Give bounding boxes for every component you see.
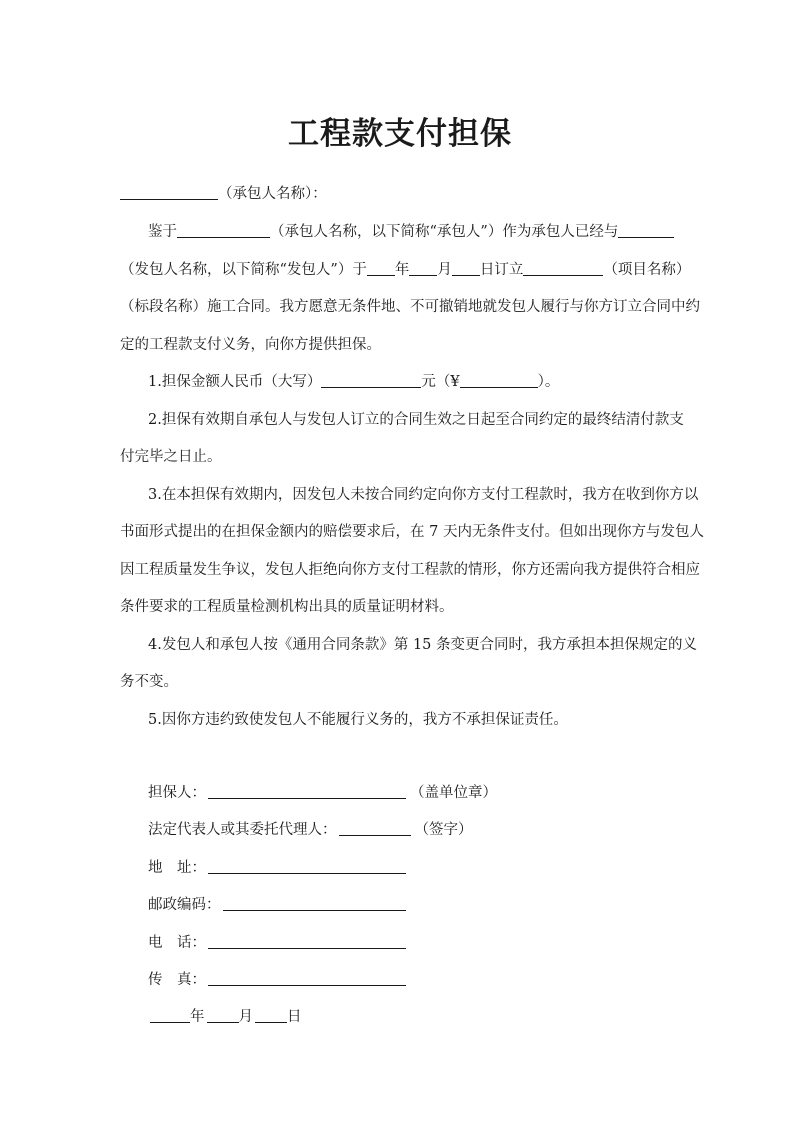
item-4-line-1: 4.发包人和承包人按《通用合同条款》第 15 条变更合同时，我方承担本担保规定的义 xyxy=(148,637,698,653)
date-day-field[interactable] xyxy=(255,1007,287,1023)
amount-words-blank xyxy=(321,372,421,388)
project-blank xyxy=(523,260,603,276)
salutation-line xyxy=(120,183,327,205)
item-4-line-2: 务不变。 xyxy=(120,674,178,690)
signature-note: （签字） xyxy=(414,822,473,838)
intro-line-2 xyxy=(120,259,690,281)
phone-label: 电 话： xyxy=(148,935,206,951)
intro-line-1 xyxy=(148,221,674,243)
postcode-label: 邮政编码： xyxy=(148,897,221,913)
amount-figure-blank xyxy=(460,372,538,388)
item-3-line-3: 因工程质量发生争议，发包人拒绝向你方支付工程款的情形，你方还需向我方提供符合相应 xyxy=(120,562,700,578)
representative-line xyxy=(148,819,473,841)
year-blank xyxy=(367,260,395,276)
intro-text: 月 xyxy=(437,262,452,278)
item-2-line-2: 付完毕之日止。 xyxy=(120,449,222,465)
fax-label: 传 真： xyxy=(148,972,206,988)
fax-line xyxy=(148,969,406,991)
month-label: 月 xyxy=(238,1009,253,1025)
representative-label: 法定代表人或其委托代理人： xyxy=(148,822,337,838)
intro-text: 年 xyxy=(394,262,410,278)
postcode-field[interactable] xyxy=(223,895,406,911)
postcode-line xyxy=(148,894,406,916)
item-text: 1.担保金额人民币（大写） xyxy=(148,374,322,390)
item-text: ）。 xyxy=(537,374,560,390)
address-line xyxy=(148,857,406,879)
date-month-field[interactable] xyxy=(207,1007,239,1023)
intro-text: （发包人名称，以下简称“发包人”）于 xyxy=(120,262,367,278)
fax-field[interactable] xyxy=(208,970,406,986)
intro-line-3: （标段名称）施工合同。我方愿意无条件地、不可撤销地就发包人履行与你方订立合同中约 xyxy=(120,299,700,315)
guarantor-label: 担保人： xyxy=(148,785,206,801)
item-1 xyxy=(148,371,559,393)
intro-text: （项目名称） xyxy=(603,262,691,278)
item-3-line-2: 书面形式提出的在担保金额内的赔偿要求后，在 7 天内无条件支付。但如出现你方与发包人 xyxy=(120,524,704,540)
item-2-line-1: 2.担保有效期自承包人与发包人订立的合同生效之日起至合同约定的最终结清付款支 xyxy=(148,412,684,428)
item-text: 元（¥ xyxy=(421,374,460,390)
item-3-line-4: 条件要求的工程质量检测机构出具的质量证明材料。 xyxy=(120,599,454,615)
year-label: 年 xyxy=(190,1009,205,1025)
salutation-text: （承包人名称）： xyxy=(218,186,327,202)
intro-text: （承包人名称，以下简称“承包人”）作为承包人已经与 xyxy=(270,224,619,240)
date-line xyxy=(148,1006,302,1028)
intro-line-4: 定的工程款支付义务，向你方提供担保。 xyxy=(120,337,381,353)
contractor-blank xyxy=(177,222,270,238)
month-blank xyxy=(409,260,437,276)
address-label: 地 址： xyxy=(148,860,206,876)
employer-blank xyxy=(618,222,674,238)
phone-field[interactable] xyxy=(208,933,406,949)
item-5: 5.因你方违约致使发包人不能履行义务的，我方不承担保证责任。 xyxy=(148,712,568,728)
address-field[interactable] xyxy=(208,858,406,874)
contractor-name-blank xyxy=(120,184,218,200)
day-label: 日 xyxy=(287,1009,302,1025)
intro-text: 日订立 xyxy=(479,262,524,278)
date-year-field[interactable] xyxy=(150,1007,190,1023)
seal-note: （盖单位章） xyxy=(410,785,497,801)
day-blank xyxy=(452,260,480,276)
phone-line xyxy=(148,932,406,954)
guarantor-field[interactable] xyxy=(208,783,406,799)
intro-text: 鉴于 xyxy=(148,224,177,240)
guarantor-line xyxy=(148,782,497,804)
item-3-line-1: 3.在本担保有效期内，因发包人未按合同约定向你方支付工程款时，我方在收到你方以 xyxy=(148,487,699,503)
document-title: 工程款支付担保 xyxy=(288,116,512,152)
representative-field[interactable] xyxy=(339,820,411,836)
